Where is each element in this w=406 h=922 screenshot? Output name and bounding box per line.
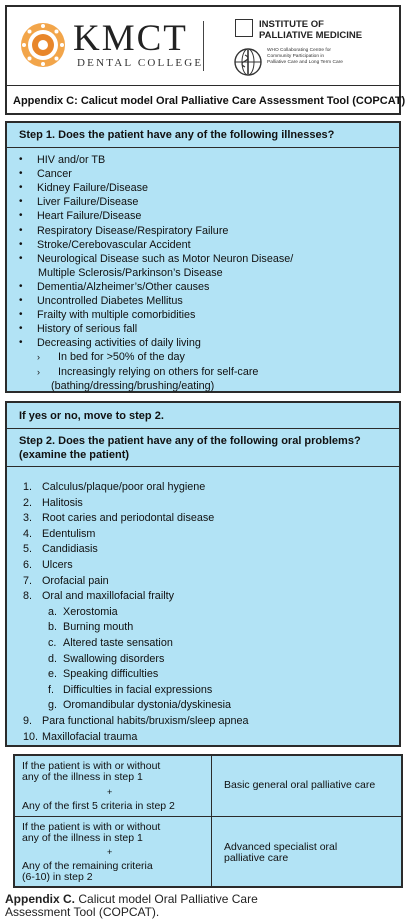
step2-heading-line2: (examine the patient)	[19, 449, 130, 461]
appendix-title: Appendix C: Calicut model Oral Palliative Care Assessment Tool (COPCAT)	[13, 95, 406, 107]
row2-right-line1: Advanced specialist oral	[224, 841, 338, 853]
bullet-icon: •	[19, 309, 23, 321]
step1-item-text: Frailty with multiple comorbidities	[37, 309, 196, 322]
step1-item-text: Heart Failure/Disease	[37, 210, 142, 223]
ipm-subtitle-line1: WHO Collaborating Centre for	[267, 48, 331, 53]
step2-subitem-letter: c.	[48, 637, 57, 649]
step2-subitem-letter: a.	[48, 605, 58, 618]
step2-item-text: Maxillofacial trauma	[42, 730, 138, 743]
step1-heading: Step 1. Does the patient have any of the following illnesses?	[19, 129, 335, 141]
step1-panel	[5, 121, 401, 393]
step1-item-text: Multiple Sclerosis/Parkinson’s Disease	[38, 266, 223, 279]
step2-item-text: Ulcers	[42, 559, 73, 571]
ipm-title-line2: PALLIATIVE MEDICINE	[259, 30, 363, 41]
step2-subitem-text: Xerostomia	[63, 605, 118, 618]
step2-item-text: Candidiasis	[42, 543, 98, 556]
row1-right-text: Basic general oral palliative care	[224, 779, 376, 791]
header-frame	[5, 5, 406, 115]
bullet-icon: •	[19, 154, 23, 165]
step1-item-text: HIV and/or TB	[37, 154, 106, 166]
row2-left-line1: If the patient is with or without	[22, 821, 161, 833]
logo-row	[7, 7, 399, 86]
step1-item-text: Stroke/Cerebovascular Accident	[37, 238, 191, 251]
bullet-icon: •	[19, 210, 23, 222]
bullet-icon: •	[19, 196, 23, 208]
step2-item-number: 7.	[23, 574, 33, 587]
step2-panel	[5, 401, 401, 747]
table-row1-left	[15, 756, 212, 817]
step2-item-number: 4.	[23, 527, 33, 540]
step2-item-text: Root caries and periodontal disease	[42, 512, 215, 525]
ipm-subtitle-line2: Community Participation in	[267, 54, 325, 60]
row2-right-line2: palliative care	[224, 852, 289, 864]
kmct-logo-text: KMCT	[73, 18, 188, 59]
step2-subitem-text: Swallowing disorders	[63, 652, 165, 665]
step1-subitem-text: Increasingly relying on others for self-care	[58, 365, 259, 378]
caption-text2: Assessment Tool (COPCAT).	[5, 905, 160, 919]
bullet-icon: •	[19, 224, 23, 236]
decision-table	[13, 754, 403, 888]
step2-subitem-text: Burning mouth	[63, 621, 134, 634]
step2-item-number: 1.	[23, 481, 33, 493]
step2-subitem-text: Difficulties in facial expressions	[63, 683, 213, 696]
step1-subitem-text: In bed for >50% of the day	[58, 351, 185, 364]
row1-left-line4: Any of the first 5 criteria in step 2	[22, 800, 175, 812]
step2-item-text: Para functional habits/bruxism/sleep apnea	[42, 715, 249, 727]
chevron-right-icon: ›	[37, 366, 40, 377]
step2-intro: If yes or no, move to step 2.	[19, 410, 164, 422]
ipm-box-icon	[235, 19, 253, 37]
step1-item-text: Decreasing activities of daily living	[37, 337, 201, 350]
step1-item-text: Uncontrolled Diabetes Mellitus	[37, 295, 183, 307]
table-row2-left	[15, 817, 212, 886]
step2-item-number: 3.	[23, 512, 33, 525]
bullet-icon: •	[19, 168, 23, 180]
row2-left-line5: (6-10) in step 2	[22, 871, 93, 883]
bullet-icon: •	[19, 182, 23, 194]
caption-text1: Calicut model Oral Palliative Care	[78, 892, 258, 906]
step2-item-number: 6.	[23, 559, 33, 571]
step2-subitem-letter: g.	[48, 699, 58, 712]
step2-item-text: Halitosis	[42, 496, 83, 509]
step2-heading-line1: Step 2. Does the patient have any of the following oral problems?	[19, 435, 361, 447]
step2-item-text: Orofacial pain	[42, 574, 109, 587]
step1-item-text: Neurological Disease such as Motor Neuron Disease/	[37, 252, 294, 265]
step1-subitem-text: (bathing/dressing/brushing/eating)	[51, 379, 215, 392]
step2-subitem-letter: e.	[48, 668, 58, 681]
step2-item-number: 2.	[23, 496, 33, 509]
logo-divider	[203, 21, 204, 71]
bullet-icon: •	[19, 295, 23, 306]
table-row2-right	[212, 817, 401, 886]
step2-subitem-letter: f.	[48, 683, 54, 696]
step2-item-text: Edentulism	[42, 527, 96, 540]
ipm-title-line1: INSTITUTE OF	[259, 19, 324, 30]
ipm-title	[259, 19, 362, 41]
step2-item-number: 9.	[23, 715, 33, 727]
step2-subitem-letter: d.	[48, 652, 58, 665]
bullet-icon: •	[19, 280, 23, 292]
chevron-right-icon: ›	[37, 352, 40, 363]
bullet-icon: •	[19, 238, 23, 250]
who-emblem-icon	[233, 47, 263, 77]
figure-caption	[5, 893, 305, 919]
row1-left-plus: +	[107, 787, 113, 797]
step1-item-text: Respiratory Disease/Respiratory Failure	[37, 224, 229, 237]
row1-left-line2: any of the illness in step 1	[22, 771, 143, 783]
step2-divider	[7, 428, 399, 429]
kmct-logo-subtitle: DENTAL COLLEGE	[77, 57, 204, 69]
step2-subitem-text: Oromandibular dystonia/dyskinesia	[63, 699, 232, 712]
step2-item-number: 8.	[23, 590, 33, 603]
row2-left-line4: Any of the remaining criteria	[22, 860, 153, 872]
step2-item-text: Calculus/plaque/poor oral hygiene	[42, 481, 206, 493]
step2-item-number: 10.	[23, 730, 39, 743]
step1-item-text: History of serious fall	[37, 323, 138, 336]
step1-divider	[7, 147, 399, 148]
bullet-icon: •	[19, 252, 23, 264]
bullet-icon: •	[19, 323, 23, 335]
ipm-subtitle	[267, 48, 406, 67]
step1-item-text: Kidney Failure/Disease	[37, 182, 149, 195]
step2-item-number: 5.	[23, 543, 33, 556]
step1-item-text: Cancer	[37, 168, 72, 181]
step1-item-text: Dementia/Alzheimer’s/Other causes	[37, 280, 210, 293]
step2-subitem-text: Speaking difficulties	[63, 668, 159, 681]
step2-subitem-letter: b.	[48, 621, 58, 634]
step2-item-text: Oral and maxillofacial frailty	[42, 590, 175, 603]
kmct-emblem-icon	[19, 21, 67, 69]
step2-subitem-text: Altered taste sensation	[63, 637, 173, 649]
step2-divider-2	[7, 466, 399, 467]
row2-left-plus: +	[107, 847, 113, 857]
step1-item-text: Liver Failure/Disease	[37, 196, 139, 209]
bullet-icon: •	[19, 337, 23, 349]
table-row1-right	[212, 756, 401, 817]
row1-left-line1: If the patient is with or without	[22, 760, 161, 772]
ipm-subtitle-line3: Palliative Care and Long Term Care	[267, 60, 343, 66]
row2-left-line2: any of the illness in step 1	[22, 832, 143, 844]
caption-bold: Appendix C.	[5, 892, 76, 906]
